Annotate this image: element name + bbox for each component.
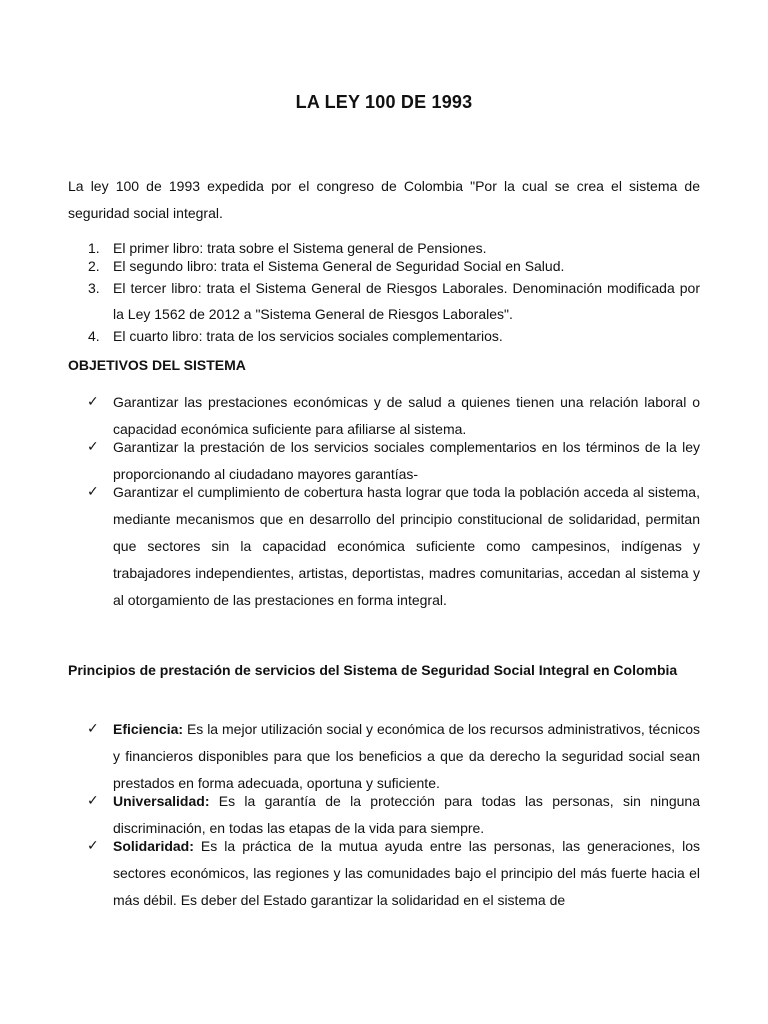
principle-text: Es la mejor utilización social y económica de los recursos administrativos, técnicos y financieros disponibles para que los beneficios a que da derecho la seguridad social sean prestados en forma adecuada, oportuna y suficiente. [113,721,700,791]
list-item [68,257,700,275]
list-item [68,479,700,614]
objective-text: Garantizar las prestaciones económicas y de salud a quienes tienen una relación laboral o capacidad económica suficiente para afiliarse al sistema. [113,394,700,437]
list-item-text: El cuarto libro: trata de los servicios sociales complementarios. [113,328,503,344]
checkmark-icon: ✓ [87,394,99,410]
list-item-number: 2. [88,258,100,274]
principles-list [68,716,700,908]
objectives-heading: OBJETIVOS DEL SISTEMA [68,357,246,373]
list-item [68,833,700,914]
objectives-list [68,389,700,608]
principle-text: Es la garantía de la protección para todas las personas, sin ninguna discriminación, en todas las etapas de la vida para siempre. [113,793,700,836]
objective-text: Garantizar el cumplimiento de cobertura hasta lograr que toda la población acceda al sistema, mediante mecanismos que en desarrollo del principio constitucional de solidaridad, permitan que sectores sin la capacidad económica suficiente como campesinos, indígenas y trabajadores independientes, artistas, deportistas, madres comunitarias, accedan al sistema y al otorgamiento de las prestaciones en forma integral. [113,484,700,608]
list-item-number: 4. [88,328,100,344]
checkmark-icon: ✓ [87,838,99,854]
list-item-text: El primer libro: trata sobre el Sistema general de Pensiones. [113,240,487,256]
list-item-number: 1. [88,240,100,256]
principle-term: Eficiencia: [113,721,184,737]
principle-term: Universalidad: [113,793,210,809]
list-item-number: 3. [88,280,100,296]
list-item [68,239,700,257]
checkmark-icon: ✓ [87,439,99,455]
list-item-text: El segundo libro: trata el Sistema General de Seguridad Social en Salud. [113,258,565,274]
intro-paragraph: La ley 100 de 1993 expedida por el congreso de Colombia "Por la cual se crea el sistema de seguridad social integral. [68,178,700,221]
objective-text: Garantizar la prestación de los servicios sociales complementarios en los términos de la ley proporcionando al ciudadano mayores garantías- [113,439,700,482]
list-item [68,275,700,327]
checkmark-icon: ✓ [87,484,99,500]
checkmark-icon: ✓ [87,793,99,809]
principles-heading: Principios de prestación de servicios del Sistema de Seguridad Social Integral en Colombia [68,662,678,678]
principle-term: Solidaridad: [113,838,194,854]
list-item [68,327,700,345]
list-item-text: El tercer libro: trata el Sistema General de Riesgos Laborales. Denominación modificada por la Ley 1562 de 2012 a "Sistema General de Riesgos Laborales". [113,280,700,322]
page-title: LA LEY 100 DE 1993 [295,92,473,112]
list-item [68,716,700,797]
principle-text: Es la práctica de la mutua ayuda entre las personas, las generaciones, los sectores económicos, las regiones y las comunidades bajo el principio del más fuerte hacia el más débil. Es deber del Estado garantizar la solidaridad en el sistema de [113,838,700,908]
checkmark-icon: ✓ [87,721,99,737]
books-list [68,239,700,345]
